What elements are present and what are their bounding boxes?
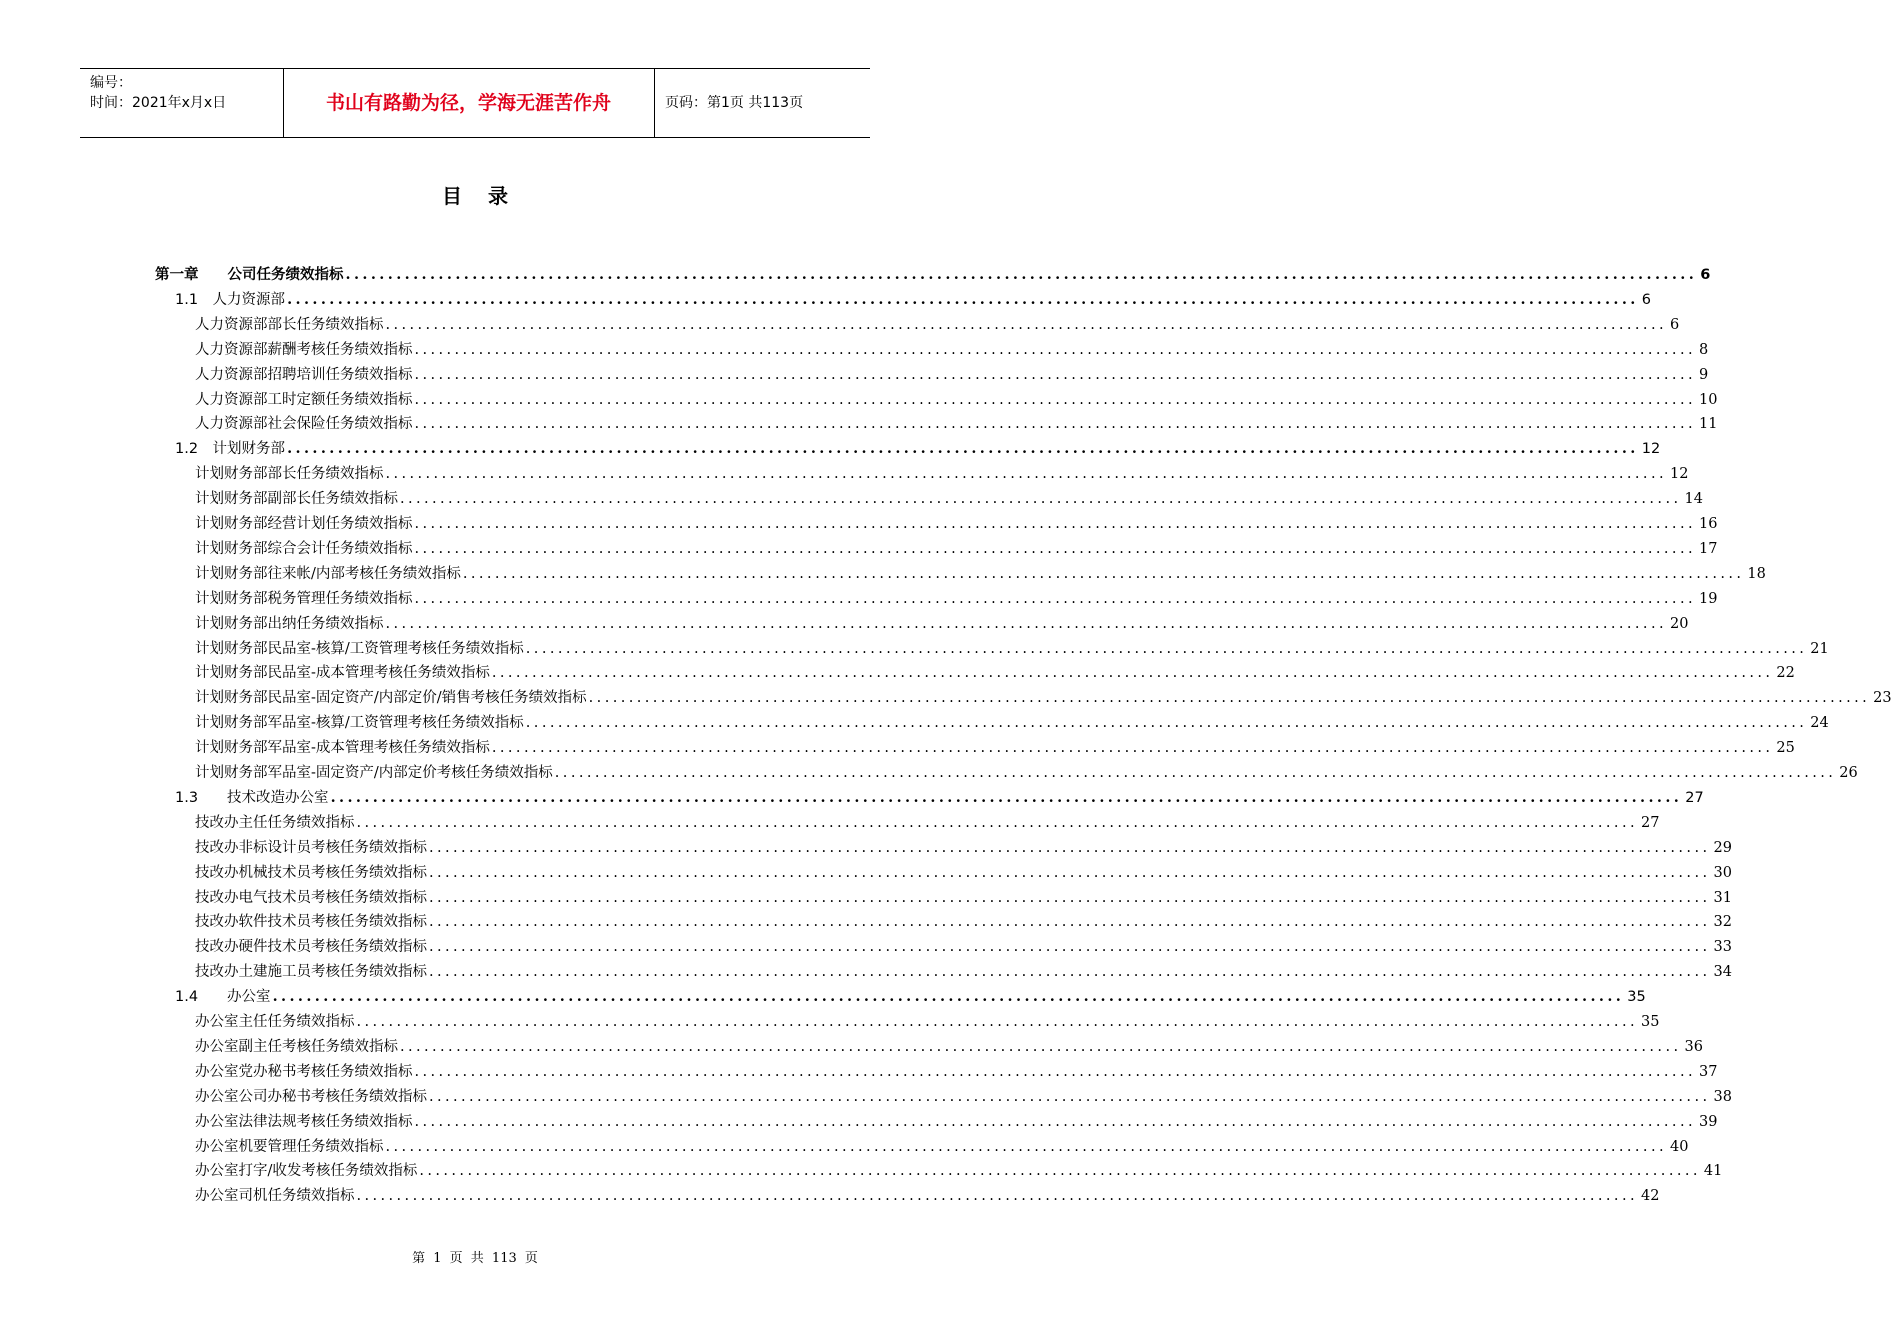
toc-entry-label: 计划财务部税务管理任务绩效指标 <box>195 590 413 607</box>
toc-entry[interactable] <box>195 1160 1723 1182</box>
toc-entry[interactable] <box>195 1136 1689 1158</box>
toc-entry-label: 办公室司机任务绩效指标 <box>195 1188 355 1205</box>
toc-entry[interactable] <box>195 712 1829 734</box>
toc-entry[interactable] <box>195 463 1689 485</box>
toc-entry[interactable] <box>195 687 1892 709</box>
toc-entry-label: 计划财务部军品室-固定资产/内部定价考核任务绩效指标 <box>195 765 553 781</box>
toc-entry[interactable] <box>195 588 1718 610</box>
toc-entry[interactable] <box>195 662 1795 684</box>
toc-entry[interactable] <box>195 762 1858 784</box>
toc-entry-page: 14 <box>1684 491 1703 508</box>
toc-entry-label: 计划财务部民品室-固定资产/内部定价/销售考核任务绩效指标 <box>195 690 587 707</box>
toc-entry-page: 41 <box>1703 1163 1723 1180</box>
toc-leader-dots: ................................................................................................................................................................ <box>385 466 1667 483</box>
toc-entry[interactable] <box>195 1086 1732 1108</box>
toc-entry-label: 办公室党办秘书考核任务绩效指标 <box>195 1063 413 1080</box>
toc-entry[interactable] <box>195 887 1732 909</box>
toc-entry-label: 技改办硬件技术员考核任务绩效指标 <box>195 939 427 956</box>
toc-entry[interactable] <box>195 1011 1660 1033</box>
toc-entry-label: 办公室公司办秘书考核任务绩效指标 <box>195 1088 427 1105</box>
toc-entry[interactable] <box>195 1036 1703 1058</box>
toc-entry[interactable] <box>195 737 1795 759</box>
toc-entry-page: 37 <box>1698 1063 1718 1080</box>
toc-entry-page: 8 <box>1698 341 1709 358</box>
toc-entry-page: 33 <box>1713 939 1732 956</box>
toc-leader-dots: ................................................................................................................................................................ <box>429 939 1711 956</box>
toc-entry-page: 29 <box>1713 839 1732 856</box>
toc-entry-page: 38 <box>1713 1088 1732 1105</box>
toc-entry-label: 技改办软件技术员考核任务绩效指标 <box>195 914 427 931</box>
toc-entry-label: 办公室副主任考核任务绩效指标 <box>195 1038 398 1055</box>
toc-entry-label: 计划财务部综合会计任务绩效指标 <box>195 540 413 557</box>
toc-entry-label: 办公室法律法规考核任务绩效指标 <box>195 1113 413 1130</box>
toc-entry[interactable] <box>195 389 1718 411</box>
toc-entry-label: 技改办非标设计员考核任务绩效指标 <box>195 839 427 856</box>
toc-leader-dots: ................................................................................................................................................................ <box>525 640 1808 657</box>
toc-entry[interactable] <box>175 787 1704 809</box>
page-footer: 第 1 页 共 113 页 <box>412 1251 538 1266</box>
toc-leader-dots: ................................................................................................................................................................ <box>356 1188 1638 1205</box>
toc-entry-page: 31 <box>1713 889 1732 906</box>
toc-entry-page: 21 <box>1810 640 1829 657</box>
toc-leader-dots: ................................................................................................................................................................ <box>400 1038 1682 1055</box>
toc-entry-page: 24 <box>1810 715 1829 732</box>
toc-entry-page: 11 <box>1698 416 1718 433</box>
toc-leader-dots: ................................................................................................................................................................ <box>429 864 1711 881</box>
toc-leader-dots: ................................................................................................................................................................ <box>385 316 1667 333</box>
header-meta-cell <box>80 69 284 137</box>
toc-entry-label: 计划财务部出纳任务绩效指标 <box>195 615 384 632</box>
toc-entry-label: 1.1 人力资源部 <box>175 291 286 308</box>
toc-entry-page: 40 <box>1669 1138 1689 1155</box>
toc-entry[interactable] <box>175 986 1646 1008</box>
toc-entry[interactable] <box>195 1111 1718 1133</box>
toc-leader-dots: ................................................................................................................................................................ <box>429 889 1711 906</box>
toc-leader-dots: ................................................................................................................................................................ <box>429 1088 1711 1105</box>
toc-leader-dots: ................................................................................................................................................................ <box>287 290 1639 308</box>
toc-entry-page: 22 <box>1776 665 1795 682</box>
toc-entry[interactable] <box>195 1185 1660 1207</box>
toc-entry-page: 42 <box>1640 1188 1660 1205</box>
toc-entry-page: 9 <box>1698 366 1709 383</box>
toc-leader-dots: ................................................................................................................................................................ <box>414 590 1696 607</box>
toc-entry-label: 人力资源部薪酬考核任务绩效指标 <box>195 341 413 358</box>
toc-entry[interactable] <box>195 339 1709 361</box>
toc-entry-label: 人力资源部招聘培训任务绩效指标 <box>195 366 413 383</box>
page-title: 目录 <box>442 184 534 208</box>
toc-entry-page: 16 <box>1698 516 1718 532</box>
toc-entry[interactable] <box>195 936 1732 958</box>
toc-entry-label: 人力资源部部长任务绩效指标 <box>195 316 384 333</box>
toc-leader-dots: ................................................................................................................................................................ <box>414 516 1696 532</box>
toc-entry-label: 第一章 公司任务绩效指标 <box>155 267 344 283</box>
toc-leader-dots: ................................................................................................................................................................ <box>414 1063 1696 1080</box>
toc-entry-label: 计划财务部副部长任务绩效指标 <box>195 491 398 508</box>
toc-entry-page: 27 <box>1685 789 1704 806</box>
toc-entry-page: 27 <box>1640 814 1660 831</box>
toc-leader-dots: ................................................................................................................................................................ <box>287 440 1639 458</box>
toc-entry-page: 18 <box>1747 565 1766 582</box>
number-label: 编号： <box>90 75 132 91</box>
toc-leader-dots: ................................................................................................................................................................ <box>414 341 1696 358</box>
toc-entry-label: 办公室打字/收发考核任务绩效指标 <box>195 1163 418 1180</box>
toc-entry-page: 32 <box>1713 914 1732 931</box>
toc-entry-page: 6 <box>1700 267 1711 283</box>
toc-entry-page: 34 <box>1713 964 1732 981</box>
toc-entry-page: 36 <box>1684 1038 1703 1055</box>
date-label: 时间：2021年x月x日 <box>90 95 227 111</box>
toc-entry-label: 计划财务部民品室-核算/工资管理考核任务绩效指标 <box>195 640 524 657</box>
toc-entry-label: 技改办电气技术员考核任务绩效指标 <box>195 889 427 906</box>
toc-leader-dots: ................................................................................................................................................................ <box>356 1014 1638 1030</box>
toc-entry-label: 人力资源部社会保险任务绩效指标 <box>195 416 413 433</box>
toc-entry-label: 技改办机械技术员考核任务绩效指标 <box>195 864 427 881</box>
toc-entry-page: 39 <box>1698 1113 1718 1130</box>
toc-leader-dots: ................................................................................................................................................................ <box>414 366 1696 383</box>
toc-leader-dots: ................................................................................................................................................................ <box>400 491 1682 508</box>
toc-entry-page: 12 <box>1641 441 1661 458</box>
toc-leader-dots: ................................................................................................................................................................ <box>554 765 1837 781</box>
toc-leader-dots: ................................................................................................................................................................ <box>272 988 1625 1006</box>
toc-entry-page: 23 <box>1873 690 1892 707</box>
toc-entry-label: 人力资源部工时定额任务绩效指标 <box>195 391 413 408</box>
toc-leader-dots: ................................................................................................................................................................ <box>414 416 1696 433</box>
toc-entry-page: 19 <box>1698 590 1718 607</box>
toc-entry[interactable] <box>195 862 1732 884</box>
toc-leader-dots: ................................................................................................................................................................ <box>429 914 1711 931</box>
toc-leader-dots: ................................................................................................................................................................ <box>491 665 1774 682</box>
toc-entry[interactable] <box>195 563 1766 585</box>
toc-entry-page: 10 <box>1698 391 1718 408</box>
toc-entry[interactable] <box>195 613 1689 635</box>
toc-leader-dots: ................................................................................................................................................................ <box>414 1113 1696 1130</box>
toc-entry-label: 计划财务部经营计划任务绩效指标 <box>195 516 413 532</box>
toc-leader-dots: ................................................................................................................................................................ <box>419 1163 1701 1180</box>
toc-entry[interactable] <box>195 314 1680 336</box>
toc-entry[interactable] <box>175 438 1661 460</box>
toc-leader-dots: ................................................................................................................................................................ <box>525 715 1808 732</box>
toc-entry-page: 12 <box>1669 466 1689 483</box>
toc-leader-dots: ................................................................................................................................................................ <box>330 788 1683 806</box>
toc-entry-page: 30 <box>1713 864 1732 881</box>
toc-leader-dots: ................................................................................................................................................................ <box>491 740 1774 757</box>
toc-leader-dots: ................................................................................................................................................................ <box>414 540 1696 557</box>
toc-entry-page: 17 <box>1698 540 1718 557</box>
toc-entry-label: 技改办主任任务绩效指标 <box>195 814 355 831</box>
toc-leader-dots: ................................................................................................................................................................ <box>345 266 1698 283</box>
toc-leader-dots: ................................................................................................................................................................ <box>588 690 1871 707</box>
toc-entry[interactable] <box>195 364 1709 386</box>
toc-entry[interactable] <box>195 413 1718 435</box>
toc-leader-dots: ................................................................................................................................................................ <box>462 565 1745 582</box>
toc-entry[interactable] <box>195 488 1703 510</box>
toc-entry-label: 计划财务部往来帐/内部考核任务绩效指标 <box>195 565 461 582</box>
toc-entry-label: 1.3 技术改造办公室 <box>175 789 329 806</box>
toc-leader-dots: ................................................................................................................................................................ <box>385 615 1667 632</box>
toc-leader-dots: ................................................................................................................................................................ <box>385 1138 1667 1155</box>
toc-entry-label: 计划财务部民品室-成本管理考核任务绩效指标 <box>195 665 490 682</box>
toc-entry[interactable] <box>195 513 1718 535</box>
toc-entry-label: 技改办土建施工员考核任务绩效指标 <box>195 964 427 981</box>
toc-entry[interactable] <box>195 837 1732 859</box>
page-number-label: 页码：第1页 共113页 <box>665 95 804 111</box>
toc-entry-label: 办公室机要管理任务绩效指标 <box>195 1138 384 1155</box>
toc-entry-page: 26 <box>1839 765 1858 781</box>
toc-entry-label: 计划财务部军品室-核算/工资管理考核任务绩效指标 <box>195 715 524 732</box>
toc-entry[interactable] <box>195 1061 1718 1083</box>
toc-entry[interactable] <box>195 911 1732 933</box>
toc-entry-page: 25 <box>1776 740 1795 757</box>
motto: 书山有路勤为径，学海无涯苦作舟 <box>283 69 655 137</box>
toc-leader-dots: ................................................................................................................................................................ <box>414 391 1696 408</box>
toc-entry[interactable] <box>195 961 1732 983</box>
toc-entry[interactable] <box>195 638 1829 660</box>
toc-entry[interactable] <box>195 812 1660 834</box>
toc-leader-dots: ................................................................................................................................................................ <box>429 964 1711 981</box>
toc-entry[interactable] <box>195 538 1718 560</box>
toc-entry-label: 1.4 办公室 <box>175 989 271 1006</box>
toc-leader-dots: ................................................................................................................................................................ <box>429 839 1711 856</box>
toc-entry-page: 6 <box>1669 316 1680 333</box>
toc-entry-label: 计划财务部部长任务绩效指标 <box>195 466 384 483</box>
toc-entry-label: 计划财务部军品室-成本管理考核任务绩效指标 <box>195 740 490 757</box>
toc-entry-page: 35 <box>1640 1014 1660 1030</box>
toc-leader-dots: ................................................................................................................................................................ <box>356 814 1638 831</box>
toc-entry-page: 20 <box>1669 615 1689 632</box>
toc-entry[interactable] <box>155 264 1711 286</box>
toc-entry-label: 办公室主任任务绩效指标 <box>195 1014 355 1030</box>
toc-entry-page: 35 <box>1627 989 1646 1006</box>
page-header <box>80 68 870 138</box>
toc-entry[interactable] <box>175 289 1651 311</box>
toc-entry-page: 6 <box>1641 291 1651 308</box>
toc-entry-label: 1.2 计划财务部 <box>175 441 286 458</box>
